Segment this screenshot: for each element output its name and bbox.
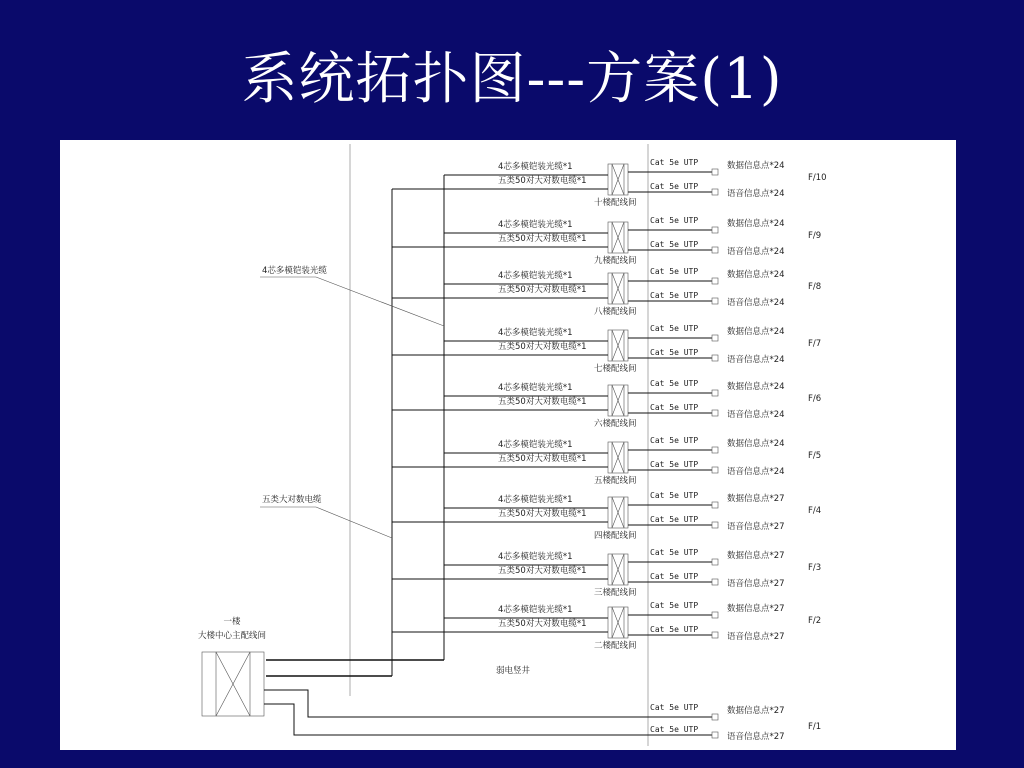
copper-cable-label: 五类50对大对数电缆*1 <box>498 342 587 352</box>
floor-number-label: F/9 <box>808 231 822 241</box>
main-room-label: 大楼中心主配线间 <box>197 631 267 641</box>
wiring-closet-label: 四楼配线间 <box>594 531 637 541</box>
fiber-cable-label: 4芯多模铠装光缆*1 <box>498 440 573 450</box>
copper-cable-label: 五类50对大对数电缆*1 <box>498 566 587 576</box>
data-outlet-icon <box>712 227 718 233</box>
data-outlet-label: 数据信息点*24 <box>727 327 785 337</box>
voice-outlet-icon <box>712 355 718 361</box>
topology-diagram <box>60 140 956 750</box>
floor-row <box>392 491 821 541</box>
fiber-cable-label: 4芯多模铠装光缆*1 <box>498 495 573 505</box>
floor-number-label: F/10 <box>808 173 827 183</box>
data-outlet-icon <box>712 335 718 341</box>
data-outlet-label: 数据信息点*27 <box>727 604 785 614</box>
voice-outlet-label: 语音信息点*27 <box>727 579 785 589</box>
utp-label-bottom: Cat 5e UTP <box>650 625 699 634</box>
fiber-cable-label: 4芯多模铠装光缆*1 <box>498 605 573 615</box>
copper-cable-label: 五类50对大对数电缆*1 <box>498 285 587 295</box>
wiring-closet-label: 二楼配线间 <box>594 641 637 651</box>
voice-outlet-label: 语音信息点*24 <box>727 189 785 199</box>
utp-label-bottom: Cat 5e UTP <box>650 725 699 734</box>
utp-label-bottom: Cat 5e UTP <box>650 182 699 191</box>
copper-leader-line <box>316 507 392 538</box>
utp-label-top: Cat 5e UTP <box>650 379 699 388</box>
copper-cable-label: 五类50对大对数电缆*1 <box>498 397 587 407</box>
floor-number-label: F/5 <box>808 451 822 461</box>
utp-label-top: Cat 5e UTP <box>650 216 699 225</box>
voice-outlet-label: 语音信息点*27 <box>727 632 785 642</box>
data-outlet-icon <box>712 169 718 175</box>
voice-outlet-icon <box>712 632 718 638</box>
voice-outlet-label: 语音信息点*27 <box>727 732 785 742</box>
wiring-closet-label: 七楼配线间 <box>594 364 637 374</box>
data-outlet-icon <box>712 612 718 618</box>
utp-label-bottom: Cat 5e UTP <box>650 291 699 300</box>
voice-outlet-icon <box>712 189 718 195</box>
ground-floor-data-run <box>264 690 712 717</box>
data-outlet-icon <box>712 447 718 453</box>
floor-number-label: F/1 <box>808 722 822 732</box>
wiring-closet-label: 六楼配线间 <box>594 419 637 429</box>
voice-outlet-icon <box>712 522 718 528</box>
utp-label-bottom: Cat 5e UTP <box>650 240 699 249</box>
fiber-cable-label: 4芯多模铠装光缆*1 <box>498 220 573 230</box>
wiring-closet-label: 九楼配线间 <box>594 256 637 266</box>
data-outlet-label: 数据信息点*24 <box>727 161 785 171</box>
floor-row <box>392 158 827 208</box>
utp-label-bottom: Cat 5e UTP <box>650 572 699 581</box>
utp-label-top: Cat 5e UTP <box>650 158 699 167</box>
fiber-leader-label: 4芯多模铠装光缆 <box>262 266 327 276</box>
data-outlet-label: 数据信息点*24 <box>727 270 785 280</box>
fiber-cable-label: 4芯多模铠装光缆*1 <box>498 271 573 281</box>
voice-outlet-icon <box>712 579 718 585</box>
copper-cable-label: 五类50对大对数电缆*1 <box>498 176 587 186</box>
copper-leader-label: 五类大对数电缆 <box>262 495 322 505</box>
data-outlet-icon <box>712 278 718 284</box>
copper-cable-label: 五类50对大对数电缆*1 <box>498 509 587 519</box>
wiring-closet-label: 三楼配线间 <box>594 588 637 598</box>
floor-row <box>392 267 821 317</box>
data-outlet-icon <box>712 390 718 396</box>
utp-label-bottom: Cat 5e UTP <box>650 348 699 357</box>
main-room-floor-label: 一楼 <box>223 617 241 627</box>
fiber-leader-line <box>316 277 444 326</box>
utp-label-bottom: Cat 5e UTP <box>650 403 699 412</box>
voice-outlet-icon <box>712 732 718 738</box>
data-outlet-icon <box>712 502 718 508</box>
voice-outlet-icon <box>712 467 718 473</box>
voice-outlet-label: 语音信息点*24 <box>727 410 785 420</box>
data-outlet-icon <box>712 559 718 565</box>
utp-label-top: Cat 5e UTP <box>650 548 699 557</box>
fiber-cable-label: 4芯多模铠装光缆*1 <box>498 328 573 338</box>
floor-number-label: F/4 <box>808 506 822 516</box>
data-outlet-label: 数据信息点*27 <box>727 494 785 504</box>
utp-label-top: Cat 5e UTP <box>650 436 699 445</box>
data-outlet-icon <box>712 714 718 720</box>
floor-number-label: F/2 <box>808 616 822 626</box>
utp-label-bottom: Cat 5e UTP <box>650 460 699 469</box>
utp-label-top: Cat 5e UTP <box>650 267 699 276</box>
voice-outlet-icon <box>712 410 718 416</box>
voice-outlet-label: 语音信息点*24 <box>727 247 785 257</box>
data-outlet-label: 数据信息点*24 <box>727 439 785 449</box>
floor-row <box>392 601 821 651</box>
floor-row <box>392 216 821 266</box>
utp-label-top: Cat 5e UTP <box>650 491 699 500</box>
data-outlet-label: 数据信息点*27 <box>727 551 785 561</box>
voice-outlet-label: 语音信息点*24 <box>727 467 785 477</box>
topology-diagram-canvas <box>60 140 956 750</box>
fiber-cable-label: 4芯多模铠装光缆*1 <box>498 383 573 393</box>
wiring-closet-label: 八楼配线间 <box>594 307 637 317</box>
wiring-closet-label: 五楼配线间 <box>594 476 637 486</box>
data-outlet-label: 数据信息点*27 <box>727 706 785 716</box>
voice-outlet-label: 语音信息点*27 <box>727 522 785 532</box>
data-outlet-label: 数据信息点*24 <box>727 219 785 229</box>
wiring-closet-label: 十楼配线间 <box>594 198 637 208</box>
data-outlet-label: 数据信息点*24 <box>727 382 785 392</box>
floor-row <box>392 436 821 486</box>
floor-number-label: F/6 <box>808 394 822 404</box>
copper-cable-label: 五类50对大对数电缆*1 <box>498 454 587 464</box>
copper-cable-label: 五类50对大对数电缆*1 <box>498 619 587 629</box>
voice-outlet-icon <box>712 247 718 253</box>
floor-number-label: F/3 <box>808 563 822 573</box>
utp-label-top: Cat 5e UTP <box>650 601 699 610</box>
floor-number-label: F/8 <box>808 282 822 292</box>
fiber-cable-label: 4芯多模铠装光缆*1 <box>498 162 573 172</box>
utp-label-top: Cat 5e UTP <box>650 703 699 712</box>
shaft-label: 弱电竖井 <box>496 666 531 676</box>
ground-floor-voice-run <box>264 704 712 735</box>
fiber-cable-label: 4芯多模铠装光缆*1 <box>498 552 573 562</box>
floor-row <box>392 324 821 374</box>
voice-outlet-icon <box>712 298 718 304</box>
slide-title: 系统拓扑图---方案(1) <box>241 47 783 112</box>
voice-outlet-label: 语音信息点*24 <box>727 355 785 365</box>
voice-outlet-label: 语音信息点*24 <box>727 298 785 308</box>
copper-cable-label: 五类50对大对数电缆*1 <box>498 234 587 244</box>
utp-label-bottom: Cat 5e UTP <box>650 515 699 524</box>
floor-row <box>392 379 821 429</box>
floor-row <box>392 548 821 598</box>
floor-number-label: F/7 <box>808 339 822 349</box>
utp-label-top: Cat 5e UTP <box>650 324 699 333</box>
